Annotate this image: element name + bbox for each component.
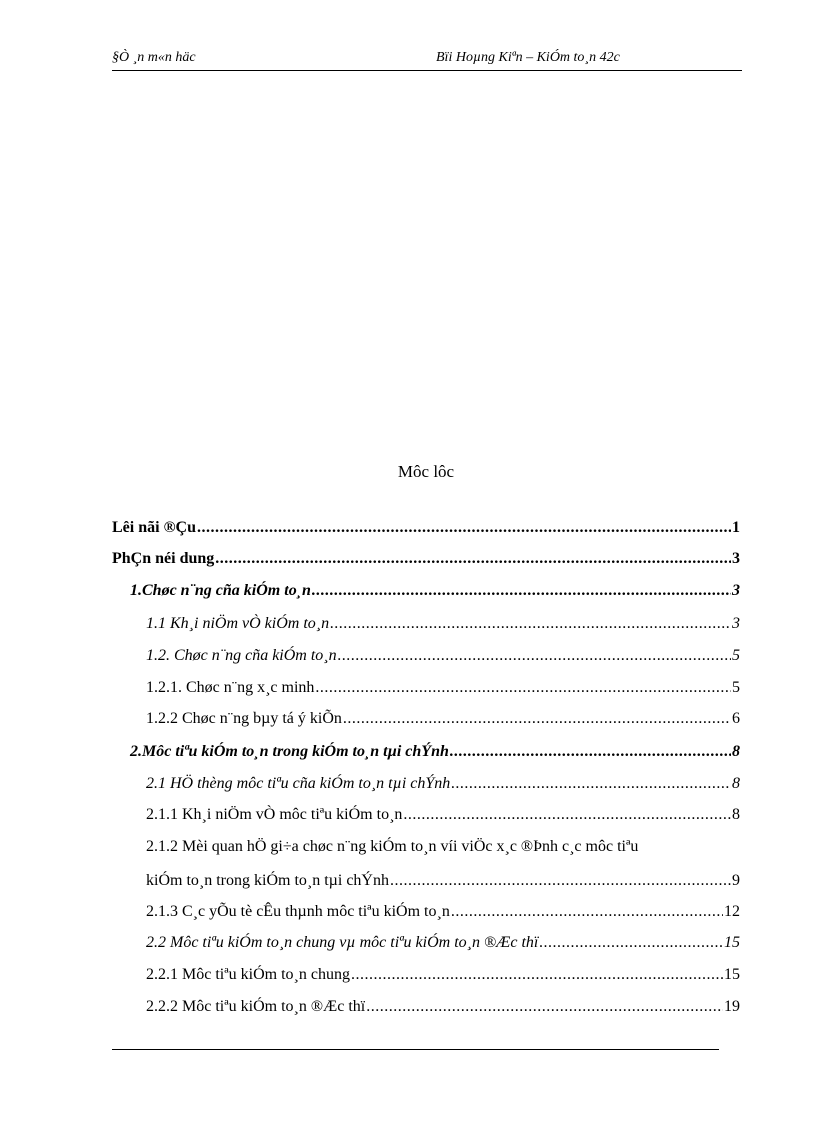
toc-entry-7[interactable] (146, 710, 740, 728)
toc-page-number: 8 (732, 806, 740, 823)
toc-entry-label: 2.2.2 Môc tiªu kiÓm to¸n ®Æc thï (146, 998, 366, 1015)
toc-entry-label: 2.1.1 Kh¸i niÖm vÒ môc tiªu kiÓm to¸n (146, 806, 403, 823)
toc-page-number: 8 (732, 775, 740, 792)
toc-leader (315, 679, 731, 697)
toc-title: Môc lôc (397, 462, 455, 481)
toc-entry-label: 1.2.1. Chøc n¨ng x¸c minh (146, 679, 315, 696)
toc-entry-12[interactable] (146, 903, 740, 921)
toc-entry-8[interactable] (130, 743, 740, 761)
toc-entry-label: 2.2 Môc tiªu kiÓm to¸n chung vµ môc tiªu kiÓm to¸n ®Æc thï (146, 934, 539, 951)
toc-page-number: 15 (724, 966, 740, 983)
toc-entry-label: PhÇn néi dung (112, 550, 215, 567)
toc-entry-2[interactable] (112, 550, 740, 568)
toc-page-number: 9 (732, 872, 740, 889)
toc-leader (215, 550, 731, 568)
toc-entry-10[interactable] (146, 806, 740, 824)
toc-entry-4[interactable] (146, 615, 740, 633)
toc-leader (343, 710, 731, 728)
toc-page-number: 15 (724, 934, 740, 951)
toc-entry-label: 1.2.2 Chøc n¨ng bµy tá ý kiÕn (146, 710, 342, 727)
footer-divider (112, 1049, 719, 1050)
toc-leader (451, 775, 731, 793)
toc-entry-label: kiÓm to¸n trong kiÓm to¸n tµi chÝnh (146, 872, 389, 889)
toc-entry-label: 2.2.1 Môc tiªu kiÓm to¸n chung (146, 966, 350, 983)
toc-entry-11[interactable] (146, 872, 740, 890)
toc-entry-label: 1.2. Chøc n¨ng cña kiÓm to¸n (146, 647, 337, 664)
toc-page-number: 19 (724, 998, 740, 1015)
toc-leader (338, 647, 731, 665)
toc-page-number: 8 (732, 743, 740, 760)
toc-page-number: 1 (732, 519, 740, 536)
toc-leader (451, 903, 723, 921)
toc-leader (197, 519, 731, 537)
toc-entry-label: 1.1 Kh¸i niÖm vÒ kiÓm to¸n (146, 615, 330, 632)
toc-entry-5[interactable] (146, 647, 740, 665)
toc-leader (539, 934, 723, 952)
toc-page-number: 3 (732, 615, 740, 632)
toc-entry-13[interactable] (146, 934, 740, 952)
toc-page-number: 5 (732, 647, 740, 664)
toc-leader (403, 806, 731, 824)
page-header (112, 50, 742, 71)
toc-entry-label: 2.Môc tiªu kiÓm to¸n trong kiÓm to¸n tµi chÝnh (130, 743, 449, 760)
toc-entry-label: 2.1 HÖ thèng môc tiªu cña kiÓm to¸n tµi chÝnh (146, 775, 451, 792)
toc-entry-14[interactable] (146, 966, 740, 984)
toc-entry-label: 1.Chøc n¨ng cña kiÓm to¸n (130, 582, 311, 599)
toc-entry-15[interactable] (146, 998, 740, 1016)
toc-entry-11-line1[interactable]: 2.1.2 Mèi quan hÖ gi÷a chøc n¨ng kiÓm to¸n víi viÖc x¸c ®Þnh c¸c môc tiªu (146, 838, 639, 855)
header-left-text: §Ò ¸n m«n häc (112, 50, 196, 65)
toc-leader (366, 998, 723, 1016)
toc-page-number: 6 (732, 710, 740, 727)
toc-entry-9[interactable] (146, 775, 740, 793)
toc-leader (390, 872, 731, 890)
toc-leader (312, 582, 731, 600)
toc-leader (351, 966, 723, 984)
toc-page-number: 5 (732, 679, 740, 696)
toc-entry-label: 2.1.3 C¸c yÕu tè cÊu thµnh môc tiªu kiÓm to¸n (146, 903, 450, 920)
toc-page-number: 3 (732, 582, 740, 599)
toc-entry-1[interactable] (112, 519, 740, 537)
toc-entry-label: Lêi nãi ®Çu (112, 519, 196, 536)
toc-leader (330, 615, 731, 633)
toc-entry-6[interactable] (146, 679, 740, 697)
header-right-text: Bïi Hoµng Kiªn – KiÓm to¸n 42c (436, 50, 620, 65)
toc-leader (450, 743, 731, 761)
toc-page-number: 12 (724, 903, 740, 920)
toc-page-number: 3 (732, 550, 740, 567)
toc-entry-3[interactable] (130, 582, 740, 600)
